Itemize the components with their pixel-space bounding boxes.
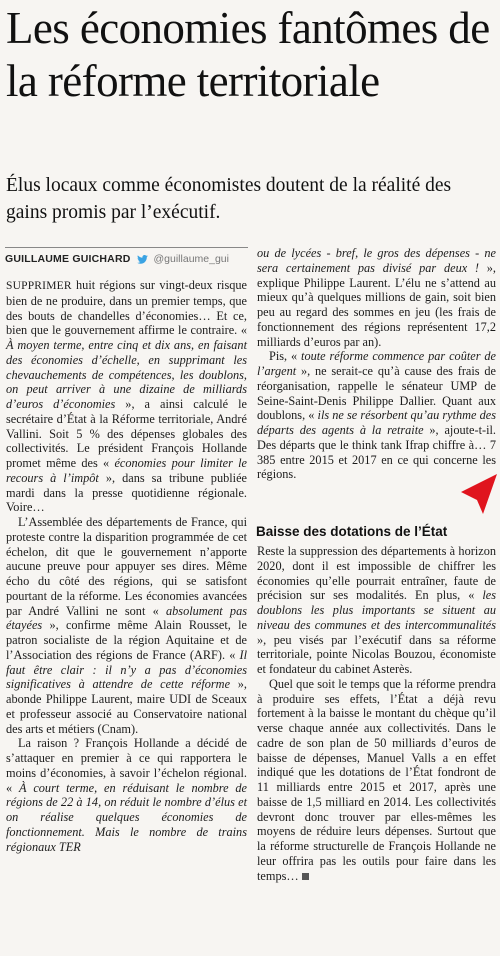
text: », ajoute-t-il. Des départs que le think tank Ifrap chiffre à… 7 385 entre 2015 et 2017 en ce qui concerne les régions. — [257, 423, 496, 482]
twitter-bird-icon — [137, 255, 148, 264]
column-2-bottom — [257, 544, 496, 883]
text: Pis, « — [269, 349, 302, 364]
quote: ils ne se résorbent qu’au rythme des départs des agents à la retraite — [257, 408, 496, 437]
column-2-top — [257, 246, 496, 482]
subheading: Baisse des dotations de l’État — [256, 524, 448, 539]
quote: ou de lycées - bref, le gros des dépenses - ne sera certainement pas divisé par deux ! — [257, 246, 496, 275]
paragraph — [257, 349, 496, 482]
quote: économies pour limiter le recours à l’impôt — [6, 456, 247, 485]
author-name: GUILLAUME GUICHARD — [5, 253, 131, 265]
end-of-article-mark — [302, 873, 309, 880]
quote: À moyen terme, entre cinq et dix ans, en faisant des économies d’échelle, en supprimant les chevauchements de compétences, les doublons, on peut arriver à une dizaine de milliards d’euros d’économies — [6, 338, 247, 411]
column-1 — [6, 278, 247, 854]
quote: toute réforme commence par coûter de l’argent — [257, 349, 496, 378]
text: », a ainsi calculé le secrétaire d’État à la Réforme territoriale, André Vallini. Soit 5 % des dépenses globales des collectivités. Le président François Hollande promet même des « — [6, 397, 247, 470]
text: Quel que soit le temps que la réforme prendra à produire ses effets, l’État a déjà revu fortement à la baisse le montant du chèque qu’il verse chaque année aux collectivités. Dans le cadre de son plan de 50 milliards d’euros de baisse de dépenses, Manuel Valls a en effet indiqué que les dotations de l’État fondront de 11 milliards entre 2015 et 2017, après une baisse de 1,5 milliard en 2014. Les collectivités devront donc trouver par elles-mêmes les moyens de réduire leurs dépenses. Surtout que la réforme structurelle de François Hollande ne leur offrira pas les outils pour faire dans les temps… — [257, 676, 496, 883]
headline: Les économies fantômes de la réforme territoriale — [6, 3, 490, 106]
paragraph — [6, 515, 247, 736]
text: La raison ? François Hollande a décidé de s’attaquer en premier à ce qui rapportera le moins d’économies, à savoir l’échelon régional. « — [6, 736, 247, 795]
text: huit régions sur vingt-deux risque bien de ne produire, dans un premier temps, que des bouts de chandelles d’économies… Et ce, bien que le gouvernement affirme le contraire. « — [6, 278, 247, 338]
quote: Il faut être clair : il n’y a pas d’économies significatives à attendre de cette réforme — [6, 647, 247, 692]
deck: Élus locaux comme économistes doutent de la réalité des gains promis par l’exécutif. — [6, 175, 452, 223]
paragraph — [257, 246, 496, 349]
text: Reste la suppression des départements à horizon 2020, dont il est impossible de chiffrer les économies qu’elle pourrait entraîner, faute de précision sur ses modalités. En plus, « — [257, 544, 496, 603]
text: », explique Philippe Laurent. L’élu ne s’attend au mieux qu’à quelques millions de gain, soit bien peu au regard des sommes en jeu (les frais de fonctionnement des régions représentent 17,2 milliards d’euros par an). — [257, 260, 496, 349]
text: », peu visés par l’exécutif dans sa réforme territoriale, pointe Nicolas Bouzou, économiste et fondateur du cabinet Asterès. — [257, 632, 496, 676]
byline — [5, 247, 248, 270]
paragraph — [6, 278, 247, 515]
text: », ne serait-ce qu’à cause des frais de réorganisation, rappelle le sénateur UMP de Seine-Saint-Denis Philippe Dallier. Quant aux doublons, « — [257, 364, 496, 423]
text: », abonde Philippe Laurent, maire UDI de Sceaux et professeur associé au Conservatoire national des arts et métiers (Cnam). — [6, 677, 247, 736]
lead-word: SUPPRIMER — [6, 280, 72, 292]
quote: À court terme, en réduisant le nombre de régions de 22 à 14, on réduit le nombre d’élus et on réalise quelques économies de fonctionnement. Mais le nombre de trains régionaux TER — [6, 780, 247, 854]
paragraph — [6, 736, 247, 854]
red-arrow-icon — [459, 470, 499, 518]
quote: les doublons les plus importants se situent au niveau des communes et des intercommunalités — [257, 588, 496, 632]
twitter-handle: @guillaume_gui — [153, 253, 229, 265]
text: L’Assemblée des départements de France, qui proteste contre la disparition programmée de cet échelon, dit que le gouvernement n’apporte aucune preuve pour appuyer ses dires. Même écho du côté des régions, qui se satisfont pourtant de la réforme. Les économies avancées par André Vallini ne sont « — [6, 515, 247, 618]
text: », confirme même Alain Rousset, le patron socialiste de la région Aquitaine et de l’Association des régions de France (ARF). « — [6, 618, 247, 662]
quote: absolument pas étayées — [6, 603, 247, 633]
paragraph — [257, 677, 496, 884]
paragraph — [257, 544, 496, 677]
text: », dans sa tribune publiée mardi dans la presse quotidienne régionale. Voire… — [6, 470, 248, 515]
